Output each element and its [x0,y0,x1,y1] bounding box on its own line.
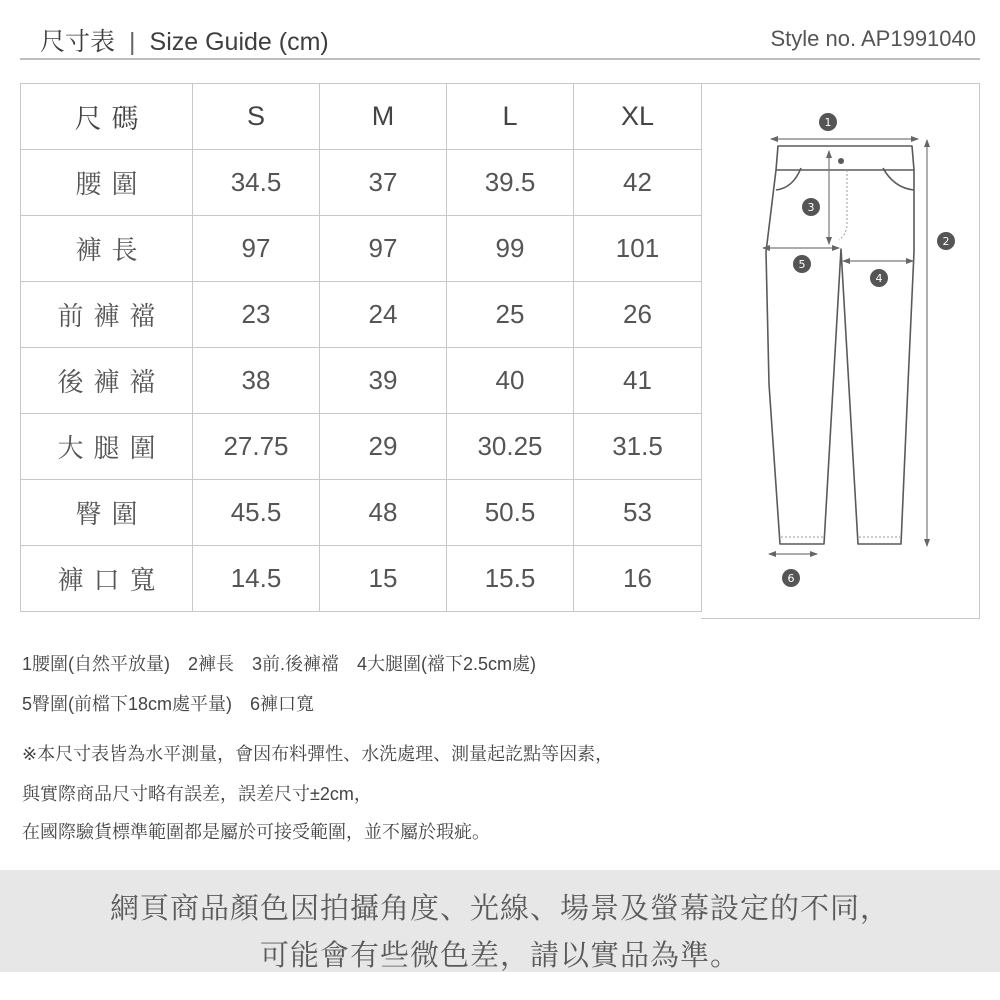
row-label: 褲長 [21,216,193,282]
fly-stitch [839,170,847,240]
legend-item: 4大腿圍(襠下2.5cm處) [357,654,537,674]
table-cell: 29 [320,414,447,480]
row-label: 後褲襠 [21,348,193,414]
table-cell: 41 [574,348,702,414]
table-cell: 26 [574,282,702,348]
right-pocket [883,168,914,190]
note-line: 與實際商品尺寸略有誤差，誤差尺寸±2cm， [22,784,372,804]
legend-line-1 [22,650,554,676]
title-separator: | [129,28,136,56]
table-cell: 45.5 [193,480,320,546]
pants-illustration [701,84,980,620]
table-cell: 40 [447,348,574,414]
table-header-row [21,84,702,150]
table-cell: 53 [574,480,702,546]
table-cell: 39.5 [447,150,574,216]
legend-item: 1腰圍(自然平放量) [22,654,170,674]
table-row [21,216,702,282]
marker-1-label: 1 [824,116,832,129]
table-cell: 99 [447,216,574,282]
color-disclaimer-banner [0,870,1000,972]
table-cell: 15.5 [447,546,574,612]
legend-item: 2褲長 [188,654,235,674]
size-header: S [193,84,320,150]
table-cell: 38 [193,348,320,414]
note-line: 在國際驗貨標準範圍都是屬於可接受範圍，並不屬於瑕疵。 [22,822,490,842]
marker-4-label: 4 [875,272,883,285]
table-cell: 97 [320,216,447,282]
size-table [20,83,702,612]
table-row [21,348,702,414]
corner-header: 尺碼 [21,84,193,150]
table-cell: 50.5 [447,480,574,546]
table-cell: 27.75 [193,414,320,480]
marker-6-label: 6 [787,572,795,585]
page-title [40,22,329,58]
table-cell: 37 [320,150,447,216]
table-cell: 14.5 [193,546,320,612]
row-label: 大腿圍 [21,414,193,480]
header-divider [20,58,980,60]
left-pocket [776,168,801,190]
table-cell: 30.25 [447,414,574,480]
table-cell: 24 [320,282,447,348]
size-header: XL [574,84,702,150]
table-cell: 25 [447,282,574,348]
row-label: 前褲襠 [21,282,193,348]
table-row [21,150,702,216]
style-number: Style no. AP1991040 [770,26,976,51]
size-header: L [447,84,574,150]
table-cell: 48 [320,480,447,546]
legend-item: 3前.後褲襠 [252,654,340,674]
table-cell: 31.5 [574,414,702,480]
disclaimer-line-1: 網頁商品顏色因拍攝角度、光線、場景及螢幕設定的不同， [109,893,890,925]
table-cell: 16 [574,546,702,612]
table-cell: 97 [193,216,320,282]
legend-item: 5臀圍(前檔下18cm處平量) [22,694,233,714]
table-cell: 15 [320,546,447,612]
pants-diagram [701,83,980,619]
table-row [21,282,702,348]
table-cell: 39 [320,348,447,414]
row-label: 腰圍 [21,150,193,216]
table-cell: 23 [193,282,320,348]
table-cell: 42 [574,150,702,216]
table-row [21,480,702,546]
title-zh: 尺寸表 [40,28,116,56]
title-en: Size Guide (cm) [149,28,329,56]
table-cell: 101 [574,216,702,282]
disclaimer-line-2: 可能會有些微色差，請以實品為準。 [259,940,740,972]
row-label: 臀圍 [21,480,193,546]
marker-2-label: 2 [942,235,950,248]
size-header: M [320,84,447,150]
waist-button [838,158,844,164]
row-label: 褲口寬 [21,546,193,612]
note-line: ※本尺寸表皆為水平測量，會因布料彈性、水洗處理、測量起訖點等因素， [22,744,614,764]
table-row [21,414,702,480]
table-row [21,546,702,612]
pants-outline [766,146,914,544]
table-cell: 34.5 [193,150,320,216]
legend-item: 6褲口寬 [250,694,315,714]
marker-5-label: 5 [798,258,806,271]
legend-line-2 [22,690,332,716]
marker-3-label: 3 [807,201,815,214]
